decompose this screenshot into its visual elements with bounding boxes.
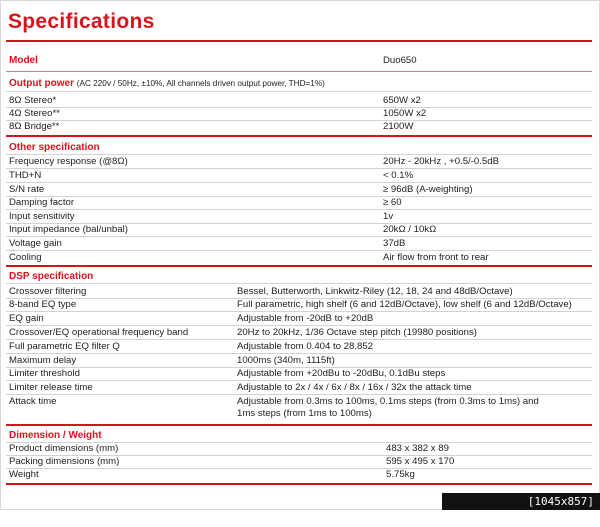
spec-value: Adjustable from -20dB to +20dB — [237, 313, 374, 324]
spec-value: 2100W — [383, 121, 414, 132]
divider — [6, 236, 592, 237]
spec-value: 37dB — [383, 238, 406, 249]
model-label: Model — [9, 55, 38, 66]
title-underline — [6, 40, 592, 42]
output-power-header — [9, 78, 325, 89]
spec-value: 650W x2 — [383, 95, 421, 106]
spec-label: Crossover filtering — [9, 286, 87, 297]
spec-value: Bessel, Butterworth, Linkwitz-Riley (12, 18, 24 and 48dB/Octave) — [237, 286, 513, 297]
spec-value: Adjustable from 0.404 to 28.852 — [237, 341, 374, 352]
output-power-note: (AC 220v / 50Hz, ±10%, All channels driven output power, THD=1%) — [76, 79, 325, 88]
spec-value: Full parametric, high shelf (6 and 12dB/Octave), low shelf (6 and 12dB/Octave) — [237, 299, 572, 310]
spec-value: Adjustable to 2x / 4x / 6x / 8x / 16x / 32x the attack time — [237, 382, 472, 393]
spec-value: 20Hz - 20kHz , +0.5/-0.5dB — [383, 156, 499, 167]
spec-label: Full parametric EQ filter Q — [9, 341, 120, 352]
spec-value: ≥ 60 — [383, 197, 402, 208]
spec-label: 4Ω Stereo** — [9, 108, 60, 119]
section-divider — [6, 424, 592, 426]
spec-label: Damping factor — [9, 197, 75, 208]
spec-label: Input impedance (bal/unbal) — [9, 224, 128, 235]
spec-label: Maximum delay — [9, 355, 77, 366]
spec-label: S/N rate — [9, 184, 45, 195]
divider — [6, 380, 592, 381]
divider — [6, 182, 592, 183]
spec-label: 8-band EQ type — [9, 299, 77, 310]
spec-value: Adjustable from 0.3ms to 100ms, 0.1ms steps (from 0.3ms to 1ms) and — [237, 396, 539, 407]
spec-label: Product dimensions (mm) — [9, 443, 119, 454]
spec-value: ≥ 96dB (A-weighting) — [383, 184, 473, 195]
spec-label: Frequency response (@8Ω) — [9, 156, 128, 167]
divider — [6, 339, 592, 340]
spec-value: Adjustable from +20dBu to -20dBu, 0.1dBu steps — [237, 368, 446, 379]
other-spec-header: Other specification — [9, 142, 100, 153]
divider — [6, 468, 592, 469]
spec-label: Attack time — [9, 396, 57, 407]
image-host-watermark: [1045x857] http://upic.me/ — [442, 493, 600, 510]
spec-label: 8Ω Bridge** — [9, 121, 60, 132]
spec-label: EQ gain — [9, 313, 44, 324]
spec-value: 1v — [383, 211, 394, 222]
page-title: Specifications — [8, 10, 155, 33]
spec-label: Weight — [9, 469, 39, 480]
spec-value: 5.75kg — [386, 469, 415, 480]
spec-value: 20Hz to 20kHz, 1/36 Octave step pitch (19980 positions) — [237, 327, 477, 338]
divider — [6, 325, 592, 326]
spec-value: Air flow from front to rear — [383, 252, 489, 263]
divider — [6, 209, 592, 210]
divider — [6, 283, 592, 284]
divider — [6, 353, 592, 354]
section-divider — [6, 265, 592, 267]
spec-value-continued: 1ms steps (from 1ms to 100ms) — [237, 408, 372, 419]
divider — [6, 311, 592, 312]
section-divider — [6, 135, 592, 137]
spec-value: 1000ms (340m, 1115ft) — [237, 355, 335, 366]
divider — [6, 394, 592, 395]
spec-label: Cooling — [9, 252, 42, 263]
spec-label: Input sensitivity — [9, 211, 75, 222]
spec-value: 595 x 495 x 170 — [386, 456, 455, 467]
spec-label: Limiter threshold — [9, 368, 80, 379]
model-value: Duo650 — [383, 55, 417, 66]
model-divider — [6, 71, 592, 72]
divider — [6, 250, 592, 251]
dsp-spec-header: DSP specification — [9, 271, 94, 282]
spec-label: 8Ω Stereo* — [9, 95, 57, 106]
spec-value: 1050W x2 — [383, 108, 427, 119]
spec-label: Voltage gain — [9, 238, 62, 249]
divider — [6, 107, 592, 108]
spec-label: Crossover/EQ operational frequency band — [9, 327, 189, 338]
divider — [6, 120, 592, 121]
spec-label: Limiter release time — [9, 382, 93, 393]
spec-value: 483 x 382 x 89 — [386, 443, 449, 454]
output-power-title: Output power — [9, 78, 74, 89]
spec-label: THD+N — [9, 170, 42, 181]
bottom-rule — [6, 483, 592, 485]
divider — [6, 196, 592, 197]
spec-label: Packing dimensions (mm) — [9, 456, 120, 467]
dimension-header: Dimension / Weight — [9, 430, 102, 441]
spec-value: < 0.1% — [383, 170, 414, 181]
spec-value: 20kΩ / 10kΩ — [383, 224, 437, 235]
divider — [6, 154, 592, 155]
divider — [6, 168, 592, 169]
divider — [6, 91, 592, 92]
